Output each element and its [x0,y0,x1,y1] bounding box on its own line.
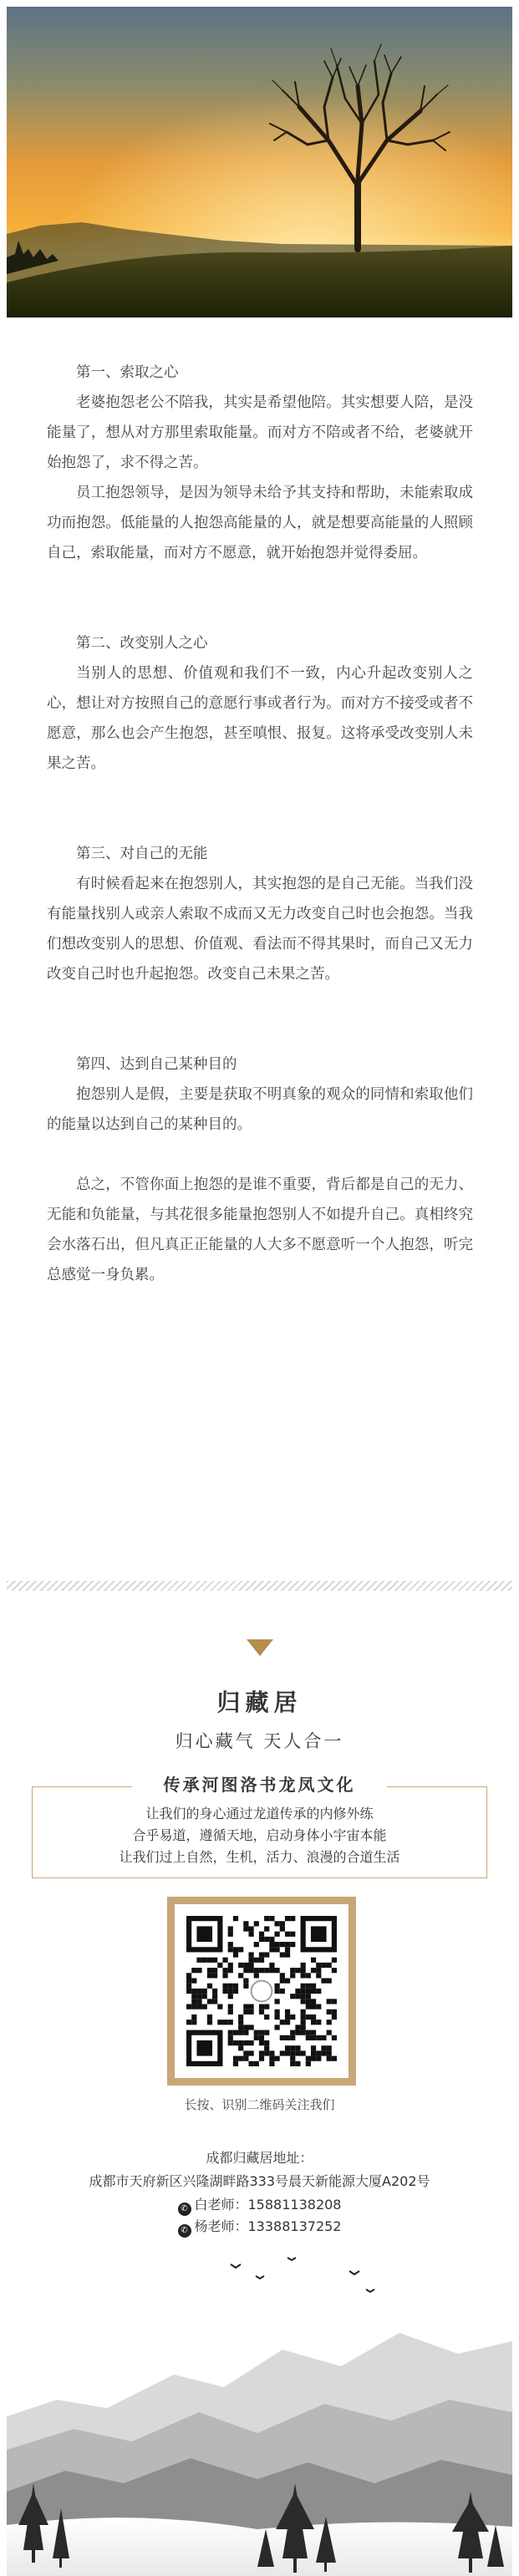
phone-icon: ✆ [178,2203,191,2216]
triangle-icon [247,1639,273,1656]
phone-icon: ✆ [178,2224,191,2238]
culture-box-line-1: 让我们的身心通过龙道传承的内修外练 [145,1806,374,1821]
qr-hint: 长按、识别二维码关注我们 [184,2097,335,2112]
culture-box-line-2: 合乎易道，遵循天地，启动身体小宇宙本能 [132,1827,387,1843]
phone-1[interactable] [7,2194,512,2216]
section-1-paragraph-1: 老婆抱怨老公不陪我，其实是希望他陪。其实想要人陪，是没能量了，想从对方那里索取能量。而对方不陪或者不给，老婆就开始抱怨了，求不得之苦。 [47,394,473,471]
qr-code[interactable] [167,1897,356,2086]
section-3-paragraph-1: 有时候看起来在抱怨别人，其实抱怨的是自己无能。当我们没有能量找别人或亲人索取不成而又无力改变自己时也会抱怨。当我们想改变别人的思想、价值观、看法而不得其果时，而自己又无力改变自己时也升起抱怨。改变自己未果之苦。 [47,876,473,983]
section-4-heading: 第四、达到自己某种目的 [76,1056,237,1073]
section-4-paragraph-1: 抱怨别人是假，主要是获取不明真象的观众的同情和索取他们的能量以达到自己的某种目的。 [47,1086,473,1133]
birds-icon [231,2258,374,2292]
hero-image [7,7,512,318]
divider [7,1581,512,1591]
address-label: 成都归藏居地址： [206,2150,313,2166]
brand-slogan: 归心藏气 天人合一 [175,1731,344,1751]
ink-landscape-image [7,2241,512,2576]
culture-box-line-3: 让我们过上自然，生机，活力、浪漫的合道生活 [119,1849,400,1865]
address-text: 成都市天府新区兴隆湖畔路333号晨天新能源大厦A202号 [89,2173,430,2189]
phone-2[interactable] [7,2216,512,2238]
section-1-paragraph-2: 员工抱怨领导，是因为领导未给予其支持和帮助，未能索取成功而抱怨。低能量的人抱怨高能量的人，就是想要高能量的人照顾自己，索取能量，而对方不愿意，就开始抱怨并觉得委屈。 [47,485,473,561]
qr-code-icon [186,1916,337,2066]
conclusion-paragraph: 总之，不管你面上抱怨的是谁不重要，背后都是自己的无力、无能和负能量，与其花很多能量抱怨别人不如提升自己。真相终究会水落石出，但凡真正正能量的人大多不愿意听一个人抱怨，听完总感觉一身负累。 [47,1176,473,1283]
tree-sunset-image [7,7,512,318]
section-2-paragraph-1: 当别人的思想、价值观和我们不一致，内心升起改变别人之心，想让对方按照自己的意愿行事或者行为。而对方不接受或者不愿意，那么也会产生抱怨，甚至嗔恨、报复。这将承受改变别人未果之苦。 [47,665,473,772]
section-2-heading: 第二、改变别人之心 [76,635,208,652]
phone-1-text: 白老师：15881138208 [194,2197,342,2213]
culture-box-title: 传承河图洛书龙凤文化 [163,1775,356,1795]
footer-card [7,1606,512,2576]
phone-2-text: 杨老师：13388137252 [194,2218,342,2234]
section-3-heading: 第三、对自己的无能 [76,846,208,862]
article-body [47,358,473,1290]
brand-name: 归藏居 [216,1689,303,1716]
section-1-heading: 第一、索取之心 [76,364,179,381]
culture-box [32,1771,487,1878]
